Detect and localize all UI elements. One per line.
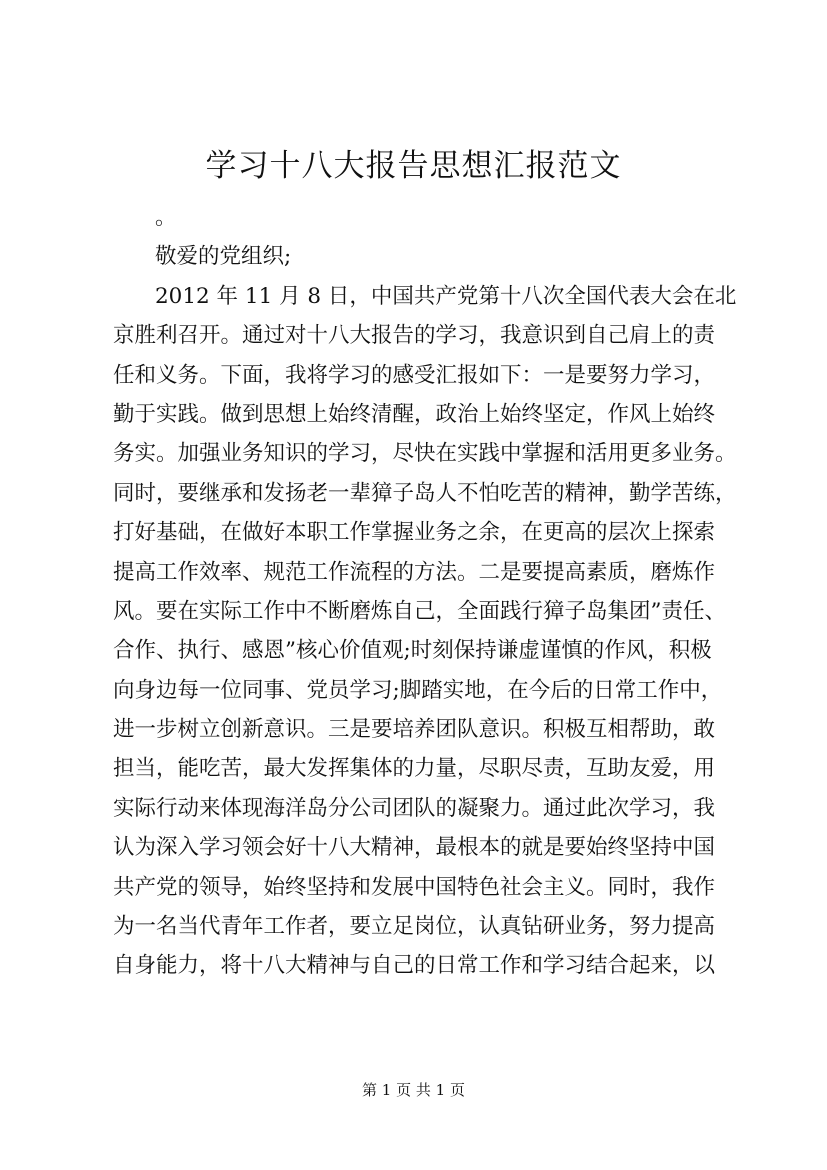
- body-line: 向身边每一位同事、党员学习;脚踏实地，在今后的日常工作中，: [113, 677, 723, 703]
- body-line: 任和义务。下面，我将学习的感受汇报如下：一是要努力学习，: [113, 362, 716, 388]
- body-line: 务实。加强业务知识的学习，尽快在实践中掌握和活用更多业务。: [113, 441, 737, 467]
- body-line: 2012 年 11 月 8 日，中国共产党第十八次全国代表大会在北: [155, 283, 737, 309]
- document-body: [113, 198, 737, 986]
- body-line: 共产党的领导，始终坚持和发展中国特色社会主义。同时，我作: [113, 874, 716, 900]
- body-line: 京胜利召开。通过对十八大报告的学习，我意识到自己肩上的责: [113, 323, 716, 349]
- body-line: 打好基础，在做好本职工作掌握业务之余，在更高的层次上探索: [113, 520, 716, 546]
- body-line: 为一名当代青年工作者，要立足岗位，认真钻研业务，努力提高: [113, 914, 716, 940]
- body-line: 同时，要继承和发扬老一辈獐子岛人不怕吃苦的精神，勤学苦练，: [113, 480, 737, 506]
- body-line: 风。要在实际工作中不断磨炼自己，全面践行獐子岛集团”责任、: [113, 598, 726, 624]
- document-title: 学习十八大报告思想汇报范文: [205, 148, 622, 184]
- body-line: 合作、执行、感恩”核心价值观;时刻保持谦虚谨慎的作风，积极: [113, 638, 712, 664]
- body-line: 自身能力，将十八大精神与自己的日常工作和学习结合起来，以: [113, 953, 716, 979]
- salutation: 敬爱的党组织;: [155, 244, 292, 270]
- body-line: 实际行动来体现海洋岛分公司团队的凝聚力。通过此次学习，我: [113, 795, 716, 821]
- body-line: 担当，能吃苦，最大发挥集体的力量，尽职尽责，互助友爱，用: [113, 756, 716, 782]
- body-line: 。: [155, 205, 177, 230]
- body-line: 勤于实践。做到思想上始终清醒，政治上始终坚定，作风上始终: [113, 401, 716, 427]
- body-line: 认为深入学习领会好十八大精神，最根本的就是要始终坚持中国: [113, 835, 716, 861]
- page-footer: 第 1 页 共 1 页: [362, 1081, 465, 1099]
- body-line: 提高工作效率、规范工作流程的方法。二是要提高素质，磨炼作: [113, 559, 716, 585]
- body-line: 进一步树立创新意识。三是要培养团队意识。积极互相帮助，敢: [113, 717, 716, 743]
